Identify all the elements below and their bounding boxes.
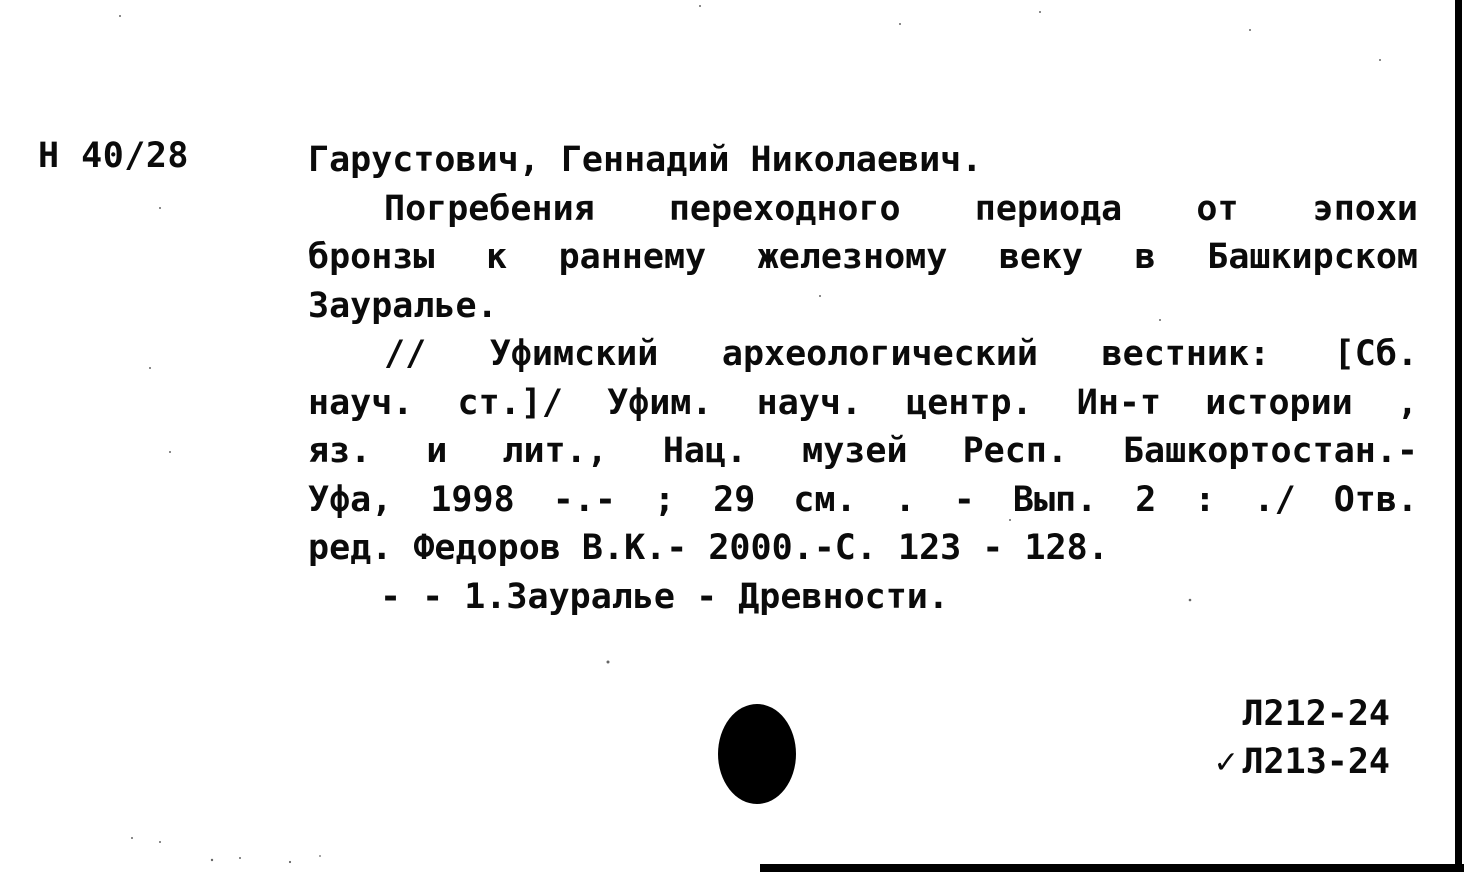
bibliographic-record [308, 136, 1418, 621]
title-line-2: бронзы к раннему железному веку в Башкирском [308, 237, 1418, 277]
shelfmark: Н 40/28 [38, 136, 190, 176]
code-1: Л212-24 [1242, 694, 1390, 734]
code-2-row [1150, 738, 1390, 786]
source-line-2: науч. ст.]/ Уфим. науч. центр. Ин-т истории , [308, 382, 1418, 423]
source-line-5: ред. Федоров В.К.- 2000.-С. 123 - 128. [308, 528, 1109, 568]
check-mark-icon: ✓ [1215, 742, 1237, 782]
source-line-1: // Уфимский археологический вестник: [Сб. [384, 334, 1418, 374]
punch-hole [718, 704, 796, 804]
title-line-3: Зауралье. [308, 285, 498, 326]
author-heading: Гарустович, Геннадий Николаевич. [308, 140, 983, 180]
card-right-edge [1455, 0, 1462, 872]
code-2: Л213-24 [1242, 742, 1390, 782]
classification-codes [1150, 690, 1390, 786]
title-line-1: Погребения переходного периода от эпохи [384, 188, 1418, 229]
subject-heading: - - 1.Зауралье - Древности. [380, 576, 949, 617]
source-line-4: Уфа, 1998 -.- ; 29 см. . - Вып. 2 : ./ Отв. [308, 479, 1418, 520]
source-line-3: яз. и лит., Нац. музей Респ. Башкортостан.- [308, 431, 1418, 471]
card-bottom-edge [760, 864, 1464, 872]
